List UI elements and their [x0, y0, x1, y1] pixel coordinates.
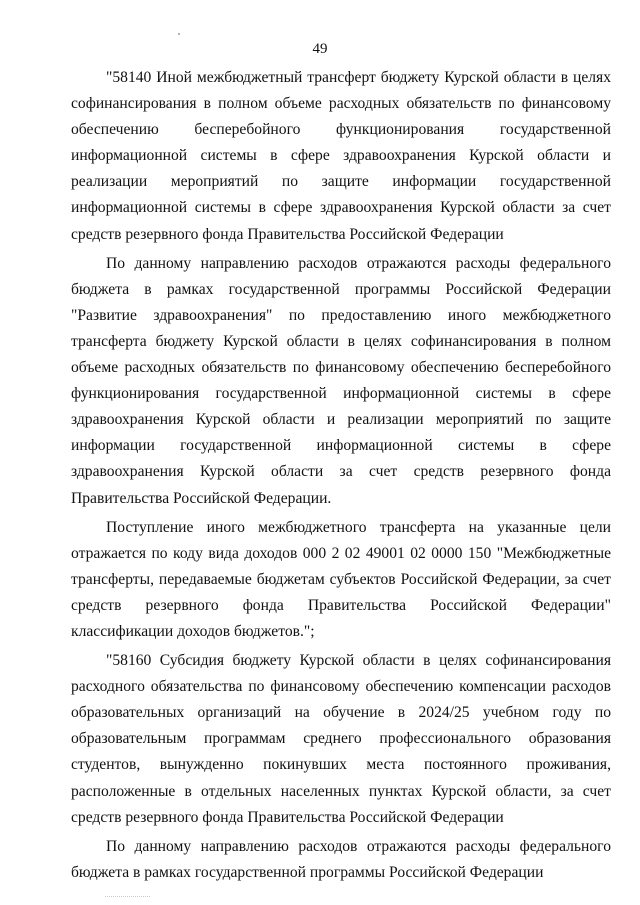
document-body: [71, 65, 611, 886]
paragraph-58140-heading: "58140 Иной межбюджетный трансферт бюджету Курской области в целях софинансирования в полном объеме расходных обязательств по финансовому обеспечению бесперебойного функционирования государственной информационной системы в сфере здравоохранения Курской области и реализации мероприятий по защите информации государственной информационной системы в сфере здравоохранения Курской области за счет средств резервного фонда Правительства Российской Федерации: [71, 69, 611, 243]
scan-speck: [178, 33, 180, 35]
paragraph-58140-description: По данному направлению расходов отражаются расходы федерального бюджета в рамках государственной программы Российской Федерации "Развитие здравоохранения" по предоставлению иного межбюджетного трансферта бюджету Курской области в целях софинансирования в полном объеме расходных обязательств по финансовому обеспечению бесперебойного функционирования государственной информационной системы в сфере здравоохранения Курской области и реализации мероприятий по защите информации государственной информационной системы в сфере здравоохранения Курской области за счет средств резервного фонда Правительства Российской Федерации.: [71, 254, 611, 507]
page-number: 49: [312, 41, 328, 57]
scan-edge-mark: [105, 896, 150, 903]
paragraph-58160-description: По данному направлению расходов отражаются расходы федерального бюджета в рамках государственной программы Российской Федерации: [71, 837, 611, 881]
paragraph-58140-income-code: Поступление иного межбюджетного трансферта на указанные цели отражается по коду вида доходов 000 2 02 49001 02 0000 150 "Межбюджетные трансферты, передаваемые бюджетам субъектов Российской Федерации, за счет средств резервного фонда Правительства Российской Федерации" классификации доходов бюджетов.";: [71, 518, 611, 640]
paragraph-58160-heading: "58160 Субсидия бюджету Курской области в целях софинансирования расходного обязательства по финансовому обеспечению компенсации расходов образовательных организаций на обучение в 2024/25 учебном году по образовательным программам среднего профессионального образования студентов, вынужденно покинувших места постоянного проживания, расположенные в отдельных населенных пунктах Курской области, за счет средств резервного фонда Правительства Российской Федерации: [71, 652, 611, 826]
